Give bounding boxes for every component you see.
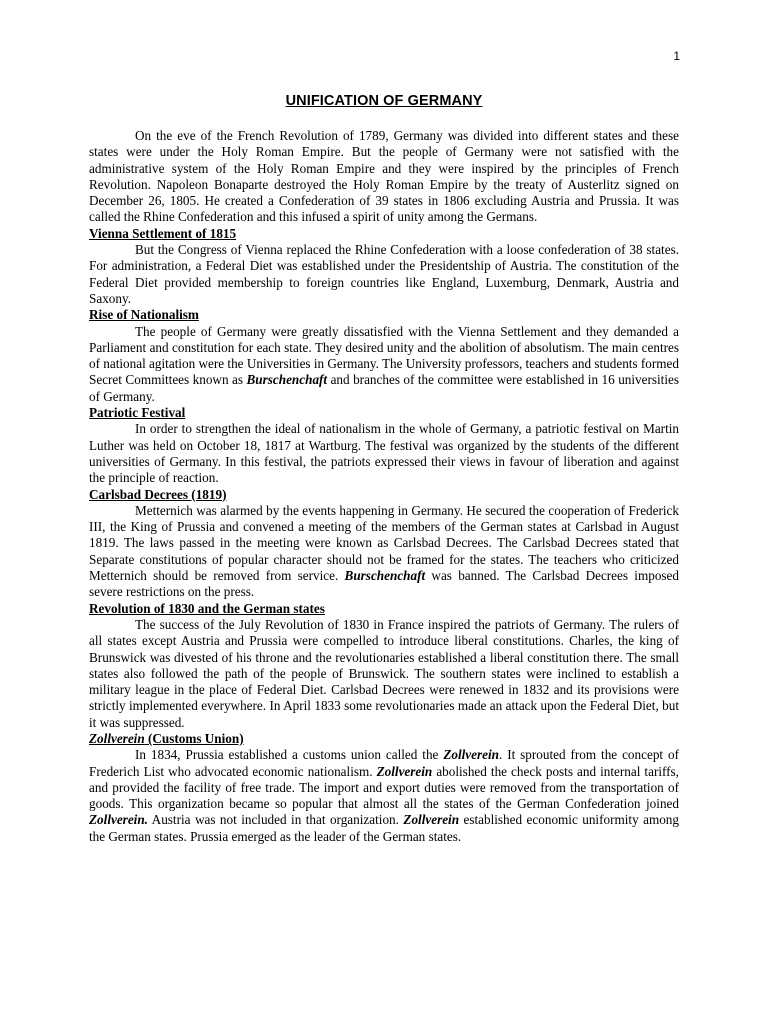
section-paragraph: [89, 617, 679, 731]
text-run: But the Congress of Vienna replaced the Rhine Confederation with a loose confederation of 38 states. For administration, a Federal Diet was established under the Presidentship of Austria. The constitution of the Federal Diet provided membership to foreign countries like England, Luxemburg, Denmark, Austria and Saxony.: [89, 242, 679, 306]
text-run: and branches of the committee were established in 16 universities of Germany.: [89, 372, 679, 404]
section-paragraph: [89, 324, 679, 405]
text-run: In order to strengthen the ideal of nationalism in the whole of Germany, a patriotic festival on Martin Luther was held on October 18, 1817 at Wartburg. The festival was organized by the students of the different universities of Germany. In this festival, the patriots expressed their views in favour of liberation and against the principle of reaction.: [89, 421, 679, 486]
text-run: abolished the check posts and internal tariffs, and provided the facility of free trade. The import and export duties were removed from the transportation of goods. This organization became so popular that almost all the states of the German Confederation joined: [89, 763, 679, 812]
text-run: Vienna Settlement of 1815: [89, 225, 237, 241]
text-run: Patriotic Festival: [89, 405, 186, 421]
emphasized-term: Zollverein.: [89, 812, 148, 828]
document-body: [89, 128, 679, 845]
text-run: The people of Germany were greatly dissatisfied with the Vienna Settlement and they demanded a Parliament and constitution for each state. They desired unity and the abolition of absolutism. The main centres of national agitation were the Universities in Germany. The University professors, teachers and students formed Secret Committees known as: [89, 323, 679, 388]
text-run: Rise of Nationalism: [89, 307, 199, 323]
section-heading: [89, 731, 679, 747]
emphasized-term: Zollverein: [403, 812, 460, 828]
section-paragraph: [89, 747, 679, 845]
text-run: was banned. The Carlsbad Decrees imposed severe restrictions on the press.: [89, 568, 679, 600]
emphasized-term: Zollverein: [443, 747, 499, 763]
text-run: On the eve of the French Revolution of 1789, Germany was divided into different states and these states were under the Holy Roman Empire. But the people of Germany were not satisfied with the administrative system of the Holy Roman Empire and they were inspired by the principles of French Revolution. Napoleon Bonaparte destroyed the Holy Roman Empire by the treaty of Austerlitz signed on December 26, 1805. He created a Confederation of 39 states in 1806 excluding Austria and Prussia. It was called the Rhine Confederation and this infused a spirit of unity among the Germans.: [89, 128, 679, 225]
page-title: UNIFICATION OF GERMANY: [285, 93, 483, 109]
section-heading: [89, 307, 679, 323]
text-run: Carlsbad Decrees (1819): [89, 486, 227, 502]
text-run: (Customs Union): [144, 730, 244, 746]
emphasized-term: Zollverein: [376, 763, 433, 779]
section-paragraph: [89, 503, 679, 601]
text-run: Metternich was alarmed by the events happening in Germany. He secured the cooperation of Frederick III, the King of Prussia and convened a meeting of the members of the German states at Carlsbad in August 1819. The laws passed in the meeting were known as Carlsbad Decrees. The Carlsbad Decrees stated that Separate constitutions of popular character should not be framed for the states. The teachers who criticized Metternich should be removed from service.: [89, 502, 679, 584]
emphasized-term: Burschenchaft: [246, 372, 328, 388]
emphasized-term: Burschenchaft: [344, 568, 426, 584]
text-run: established economic uniformity among the German states. Prussia emerged as the leader of the German states.: [89, 812, 679, 844]
text-run: . It sprouted from the concept of Frederich List who advocated economic nationalism.: [89, 747, 679, 779]
text-run: In 1834, Prussia established a customs union called the: [135, 747, 444, 763]
section-heading: [89, 405, 679, 421]
intro-paragraph: [89, 128, 679, 226]
section-heading: [89, 487, 679, 503]
page-number: 1: [673, 49, 680, 63]
section-heading: [89, 601, 679, 617]
emphasized-term: Zollverein: [89, 730, 145, 746]
text-run: Austria was not included in that organization.: [147, 812, 404, 828]
text-run: Revolution of 1830 and the German states: [89, 600, 325, 616]
section-paragraph: [89, 421, 679, 486]
text-run: The success of the July Revolution of 1830 in France inspired the patriots of Germany. The rulers of all states except Austria and Prussia were compelled to introduce liberal constitutions. Charles, the king of Brunswick was divested of his throne and the revolutionaries established a liberal constitution there. The small states also followed the path of the people of Brunswick. The southern states were inclined to establish a military league in the place of Federal Diet. Carlsbad Decrees were renewed in 1832 and its provisions were strictly implemented everywhere. In April 1833 some revolutionaries made an attack upon the Federal Diet, but it was suppressed.: [89, 616, 679, 730]
section-paragraph: [89, 242, 679, 307]
section-heading: [89, 226, 679, 242]
